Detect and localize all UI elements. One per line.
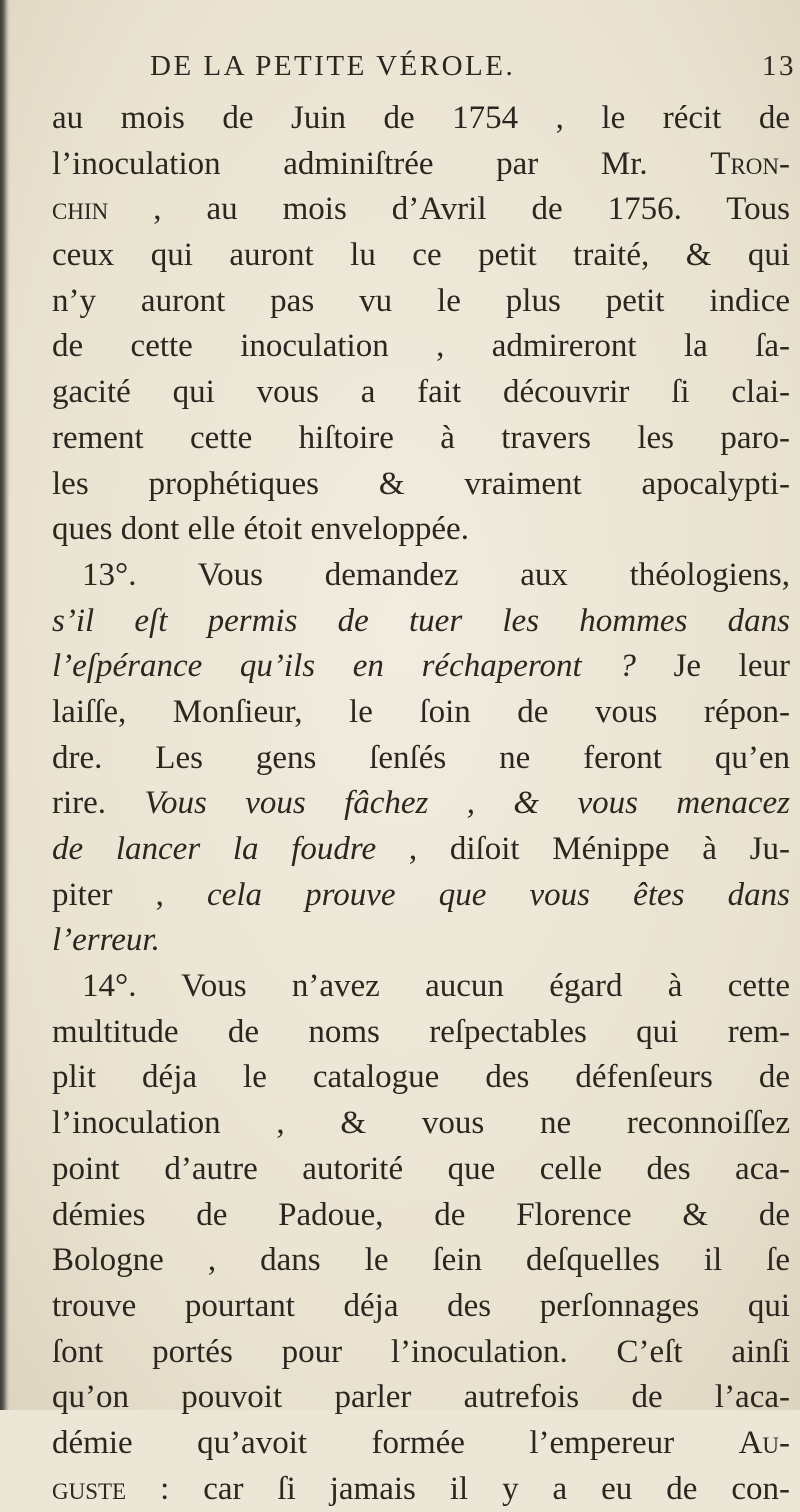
text-segment-smallcaps: guste: [52, 1470, 127, 1507]
text-segment: piter ,: [52, 876, 208, 913]
running-head: [150, 46, 796, 90]
text-segment-italic: de lancer la foudre: [52, 831, 377, 867]
page-number: 13: [762, 50, 796, 82]
text-line: Bologne , dans le ſein deſquelles il ſe: [52, 1242, 790, 1279]
text-segment-italic: l’eſpérance qu’ils en réchaperont ?: [52, 648, 636, 685]
text-line-italic: l’erreur.: [52, 922, 160, 959]
text-line: trouve pourtant déja des perſonnages qui: [52, 1287, 790, 1324]
text-segment-italic: cela prouve que vous êtes dans: [207, 876, 790, 913]
text-line: ceux qui auront lu ce petit traité, & qui: [52, 237, 790, 274]
paragraph-14-start: 14°. Vous n’avez aucun égard à cette: [82, 968, 790, 1005]
text-segment: rire.: [52, 785, 145, 822]
text-line: les prophétiques & vraiment apocalypti-: [52, 465, 790, 502]
text-line: ques dont elle étoit enveloppée.: [52, 511, 469, 548]
text-line: [52, 781, 790, 827]
text-line: laiſſe, Monſieur, le ſoin de vous répon-: [52, 693, 790, 730]
text-segment-smallcaps: chin: [52, 191, 109, 228]
text-line-italic: s’il eſt permis de tuer les hommes dans: [52, 602, 790, 639]
text-line: [52, 142, 790, 188]
text-line: n’y auront pas vu le plus petit indice: [52, 282, 790, 319]
running-head-title: DE LA PETITE VÉROLE.: [150, 50, 516, 82]
text-line: de cette inoculation , admireront la ſa-: [52, 328, 790, 365]
text-line: [52, 644, 790, 690]
text-segment-italic: Vous vous fâchez , & vous menacez: [144, 785, 790, 822]
text-segment: , au mois d’Avril de 1756. Tous: [108, 191, 790, 228]
text-line: au mois de Juin de 1754 , le récit de: [52, 100, 790, 136]
text-line: l’inoculation , & vous ne reconnoiſſez: [52, 1105, 790, 1142]
text-line: plit déja le catalogue des défenſeurs de: [52, 1059, 790, 1096]
text-line: ſont portés pour l’inoculation. C’eſt ainſi: [52, 1333, 790, 1370]
text-line: gacité qui vous a fait découvrir ſi clai-: [52, 374, 790, 411]
text-segment: Je leur: [635, 648, 790, 685]
text-line: rement cette hiſtoire à travers les paro-: [52, 419, 790, 456]
text-segment-smallcaps: Au-: [738, 1424, 790, 1461]
text-line: qu’on pouvoit parler autrefois de l’aca-: [52, 1379, 790, 1416]
text-segment: démie qu’avoit formée l’empereur: [52, 1424, 739, 1461]
text-segment: , diſoit Ménippe à Ju-: [376, 831, 790, 867]
text-line: [52, 827, 790, 873]
text-segment-smallcaps: Tron-: [710, 145, 790, 182]
text-line: multitude de noms reſpectables qui rem-: [52, 1013, 790, 1050]
text-line: démies de Padoue, de Florence & de: [52, 1196, 790, 1233]
text-line: point d’autre autorité que celle des aca-: [52, 1150, 790, 1187]
paragraph-13-start: 13°. Vous demandez aux théologiens,: [82, 556, 790, 593]
text-segment: l’inoculation adminiſtrée par Mr.: [52, 145, 711, 182]
text-segment: : car ſi jamais il y a eu de con-: [126, 1470, 790, 1507]
binding-gutter: [0, 0, 10, 1410]
body-text: [52, 96, 790, 1512]
text-line: [52, 873, 790, 919]
text-line: [52, 1467, 790, 1512]
text-line: dre. Les gens ſenſés ne feront qu’en: [52, 739, 790, 776]
text-line: [52, 1421, 790, 1467]
text-line: [52, 187, 790, 233]
